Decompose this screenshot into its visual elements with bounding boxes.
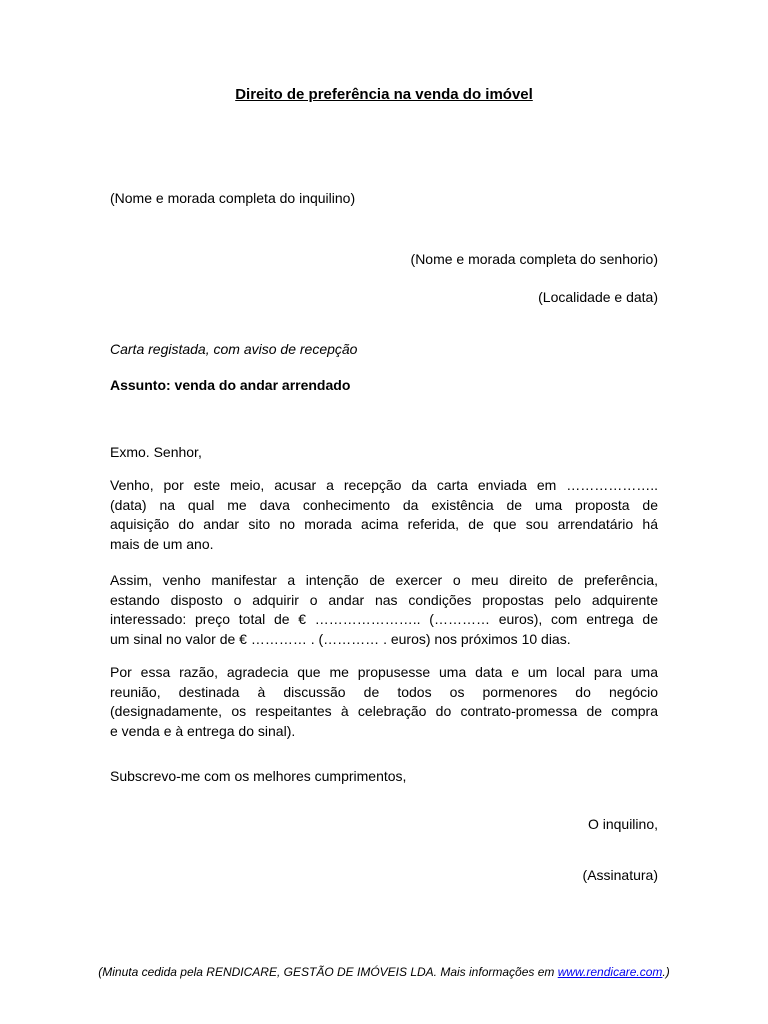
- tenant-address-placeholder: (Nome e morada completa do inquilino): [110, 190, 356, 206]
- signature-placeholder: (Assinatura): [582, 867, 658, 883]
- paragraph-line: Assim, venho manifestar a intenção de exercer o meu direito de preferência,: [110, 572, 658, 588]
- paragraph-line: um sinal no valor de € ………… . (………… . euros) nos próximos 10 dias.: [110, 630, 571, 647]
- paragraph-line: (data) na qual me dava conhecimento da existência de uma proposta de: [110, 496, 658, 513]
- paragraph-intention: [110, 571, 658, 649]
- subject-line: Assunto: venda do andar arrendado: [110, 377, 351, 393]
- place-date-placeholder: (Localidade e data): [538, 289, 658, 305]
- document-title: Direito de preferência na venda do imóvel: [235, 86, 533, 103]
- paragraph-line: Por essa razão, agradecia que me propusesse uma data e um local para uma: [110, 664, 658, 680]
- paragraph-acknowledgement: [110, 476, 658, 554]
- salutation: Exmo. Senhor,: [110, 444, 202, 460]
- footer-note: [0, 965, 768, 979]
- paragraph-line: reunião, destinada à discussão de todos os pormenores do negócio: [110, 683, 658, 700]
- paragraph-line: Venho, por este meio, acusar a recepção da carta enviada em ………………..: [110, 477, 658, 493]
- paragraph-line: mais de um ano.: [110, 535, 214, 552]
- rendicare-website-link[interactable]: www.rendicare.com: [557, 965, 663, 979]
- paragraph-line: estando disposto o adquirir o andar nas condições propostas pelo adquirente: [110, 591, 658, 608]
- signoff-line: O inquilino,: [587, 816, 658, 832]
- footer-text: (Minuta cedida pela RENDICARE, GESTÃO DE IMÓVEIS LDA. Mais informações em: [98, 965, 558, 979]
- paragraph-line: (designadamente, os respeitantes à celebração do contrato-promessa de compra: [110, 703, 658, 719]
- paragraph-meeting-request: [110, 663, 658, 741]
- paragraph-line: e venda e à entrega do sinal).: [110, 722, 296, 739]
- paragraph-line: aquisição do andar sito no morada acima referida, de que sou arrendatário há: [110, 516, 658, 532]
- landlord-address-placeholder: (Nome e morada completa do senhorio): [410, 251, 658, 267]
- registered-mail-note: Carta registada, com aviso de recepção: [110, 341, 358, 357]
- closing-line: Subscrevo-me com os melhores cumprimentos,: [110, 768, 407, 784]
- paragraph-line: interessado: preço total de € ………………….. (………… euros), com entrega de: [110, 611, 658, 627]
- footer-text-end: .): [662, 965, 670, 979]
